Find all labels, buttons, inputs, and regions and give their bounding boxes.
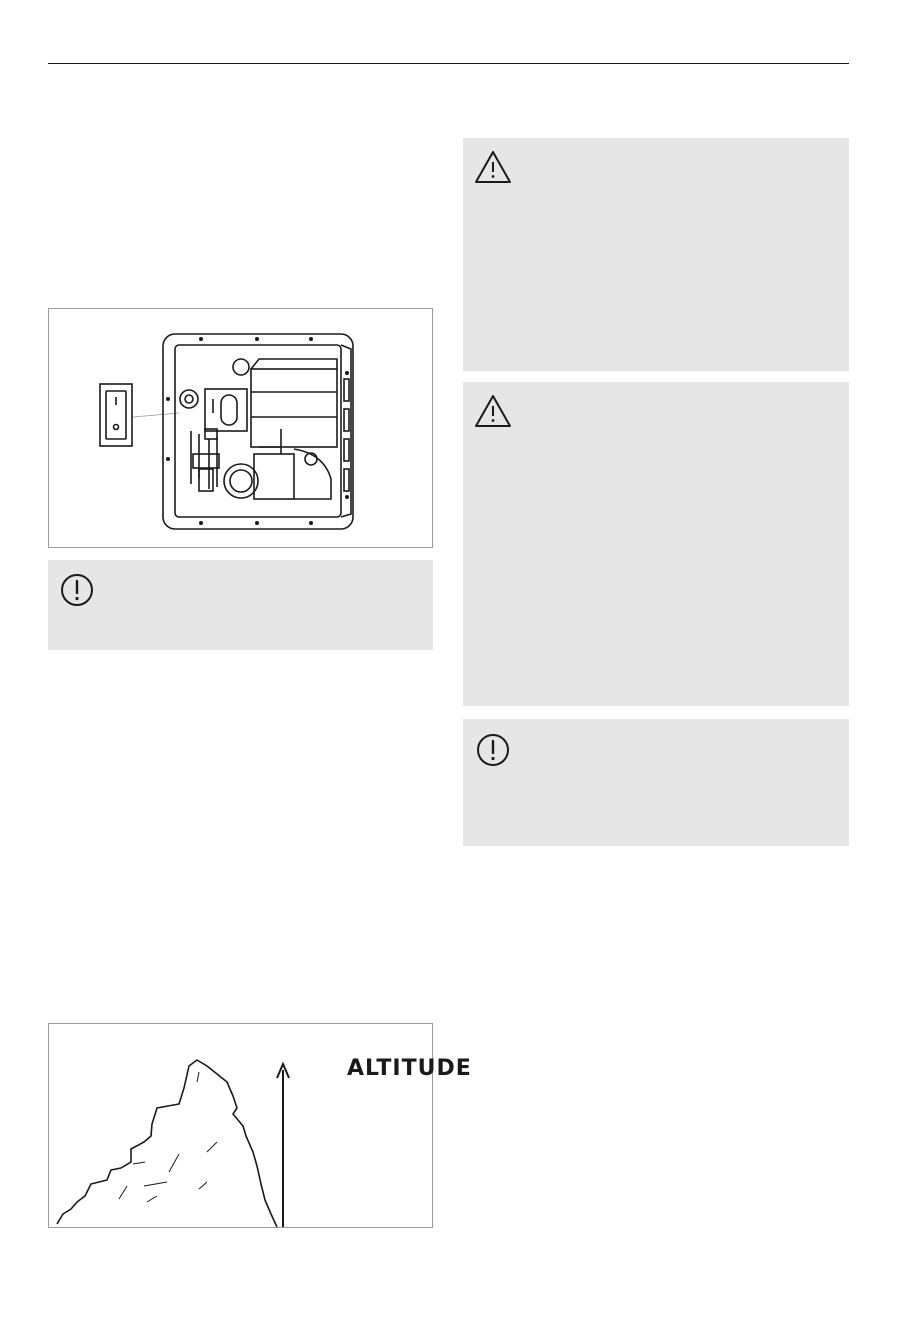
altitude-label: ALTITUDE [347,1056,472,1081]
altitude-figure [48,1023,472,1228]
exclamation-circle-icon [476,733,510,767]
warning-note-2 [463,382,849,706]
exclamation-circle-icon [60,573,94,607]
header-rule [48,63,849,64]
warning-triangle-icon [474,394,512,428]
warning-note-1 [463,138,849,371]
heater-unit-illustration [49,309,432,547]
heater-switch-figure [48,308,433,548]
warning-triangle-icon [474,150,512,184]
caution-note-left [48,560,433,650]
caution-note-right [463,719,849,846]
mountain-icon [49,1024,432,1227]
rocker-switch [100,384,132,446]
